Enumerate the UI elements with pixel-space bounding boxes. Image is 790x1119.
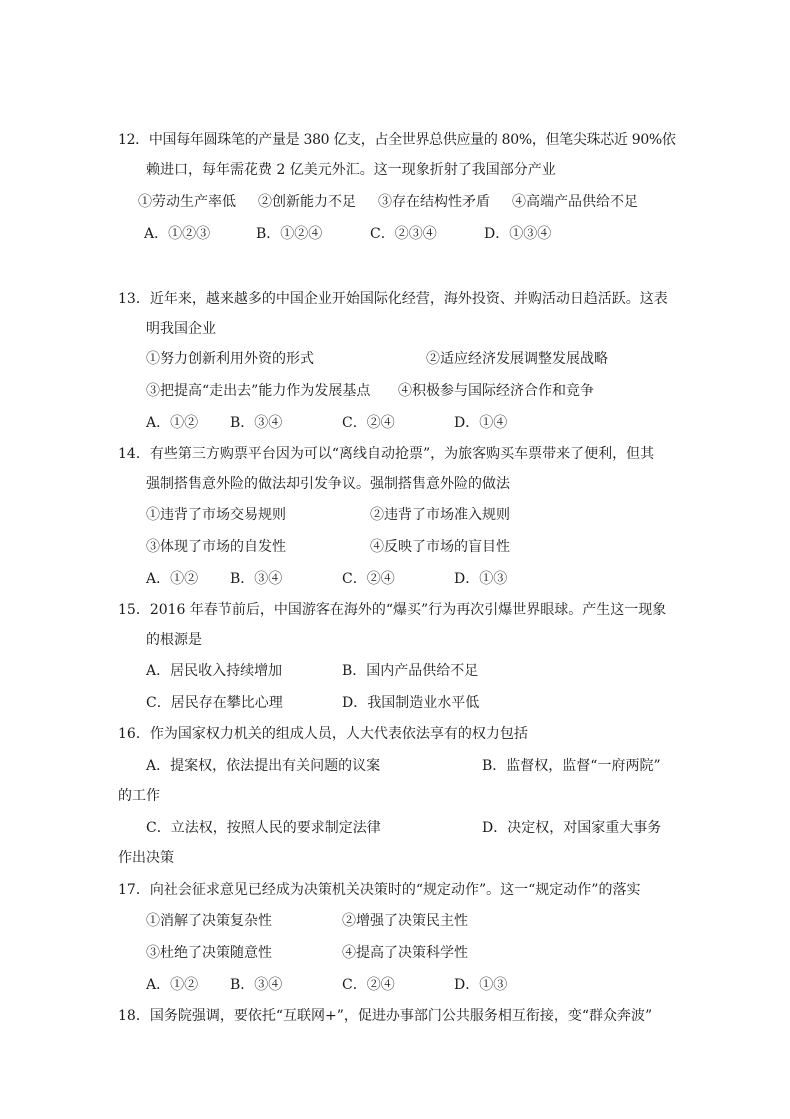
q14-choice-b: B．③④ (230, 571, 283, 587)
q15-stem-line2: 的根源是 (146, 632, 202, 648)
q14-item-2: ②违背了市场准入规则 (370, 507, 510, 523)
q15-stem-line1: 15．2016 年春节前后，中国游客在海外的“爆买”行为再次引爆世界眼球。产生这一现象 (118, 602, 667, 618)
q15-choice-a: A．居民收入持续增加 (146, 663, 283, 679)
q12-item-1: ①劳动生产率低 (138, 194, 236, 210)
q12-choice-b: B．①②④ (256, 226, 323, 242)
q13-stem-line1: 13．近年来，越来越多的中国企业开始国际化经营，海外投资、并购活动日趋活跃。这表 (118, 291, 668, 307)
q14-item-3: ③体现了市场的自发性 (146, 539, 286, 555)
q13-choice-a: A．①② (146, 415, 199, 431)
q16-choice-c: C．立法权，按照人民的要求制定法律 (146, 820, 381, 836)
q17-item-4: ④提高了决策科学性 (342, 945, 468, 961)
q16-choice-a: A．提案权，依法提出有关问题的议案 (146, 758, 381, 774)
q17-choice-a: A．①② (146, 977, 199, 993)
q12-choice-d: D．①③④ (484, 226, 552, 242)
q14-item-4: ④反映了市场的盲目性 (370, 539, 510, 555)
q12-item-4: ④高端产品供给不足 (512, 194, 638, 210)
q12-item-3: ③存在结构性矛盾 (378, 194, 490, 210)
q17-stem-line1: 17．向社会征求意见已经成为决策机关决策时的“规定动作”。这一“规定动作”的落实 (118, 882, 641, 898)
q12-stem-line1: 12．中国每年圆珠笔的产量是 380 亿支，占全世界总供应量的 80%，但笔尖珠芯近 90%依 (118, 132, 676, 148)
q12-choice-a: A．①②③ (144, 226, 211, 242)
q14-item-1: ①违背了市场交易规则 (146, 507, 286, 523)
q17-item-3: ③杜绝了决策随意性 (146, 945, 272, 961)
q15-choice-b: B．国内产品供给不足 (342, 663, 479, 679)
q13-item-4: ④积极参与国际经济合作和竞争 (398, 383, 594, 399)
q14-choice-a: A．①② (146, 571, 199, 587)
q17-choice-b: B．③④ (230, 977, 283, 993)
q12-item-2: ②创新能力不足 (258, 194, 356, 210)
q13-item-1: ①努力创新利用外资的形式 (146, 351, 314, 367)
q13-item-3: ③把提高“走出去”能力作为发展基点 (146, 383, 371, 399)
q13-choice-c: C．②④ (342, 415, 395, 431)
q13-choice-d: D．①④ (454, 415, 508, 431)
q13-stem-line2: 明我国企业 (146, 321, 216, 337)
q17-item-2: ②增强了决策民主性 (342, 913, 468, 929)
q12-stem-line2: 赖进口，每年需花费 2 亿美元外汇。这一现象折射了我国部分产业 (146, 162, 556, 178)
q17-choice-d: D．①③ (454, 977, 508, 993)
q15-choice-c: C．居民存在攀比心理 (146, 695, 283, 711)
q17-choice-c: C．②④ (342, 977, 395, 993)
q17-item-1: ①消解了决策复杂性 (146, 913, 272, 929)
q16-choice-b: B．监督权，监督“一府两院” (482, 758, 661, 774)
q13-item-2: ②适应经济发展调整发展战略 (426, 351, 608, 367)
q13-choice-b: B．③④ (230, 415, 283, 431)
q14-choice-c: C．②④ (342, 571, 395, 587)
q18-stem-line1: 18．国务院强调，要依托“互联网+”，促进办事部门公共服务相互衔接，变“群众奔波” (118, 1008, 653, 1024)
q15-choice-d: D．我国制造业水平低 (342, 695, 480, 711)
q16-choice-b-cont: 的工作 (118, 788, 160, 804)
q14-stem-line2: 强制搭售意外险的做法却引发争议。强制搭售意外险的做法 (146, 476, 510, 492)
q12-choice-c: C．②③④ (370, 226, 437, 242)
q14-stem-line1: 14．有些第三方购票平台因为可以“离线自动抢票”，为旅客购买车票带来了便利，但其 (118, 446, 655, 462)
q16-choice-d-cont: 作出决策 (118, 850, 174, 866)
q16-choice-d: D．决定权，对国家重大事务 (482, 820, 662, 836)
q16-stem-line1: 16．作为国家权力机关的组成人员，人大代表依法享有的权力包括 (118, 726, 528, 742)
q14-choice-d: D．①③ (454, 571, 508, 587)
